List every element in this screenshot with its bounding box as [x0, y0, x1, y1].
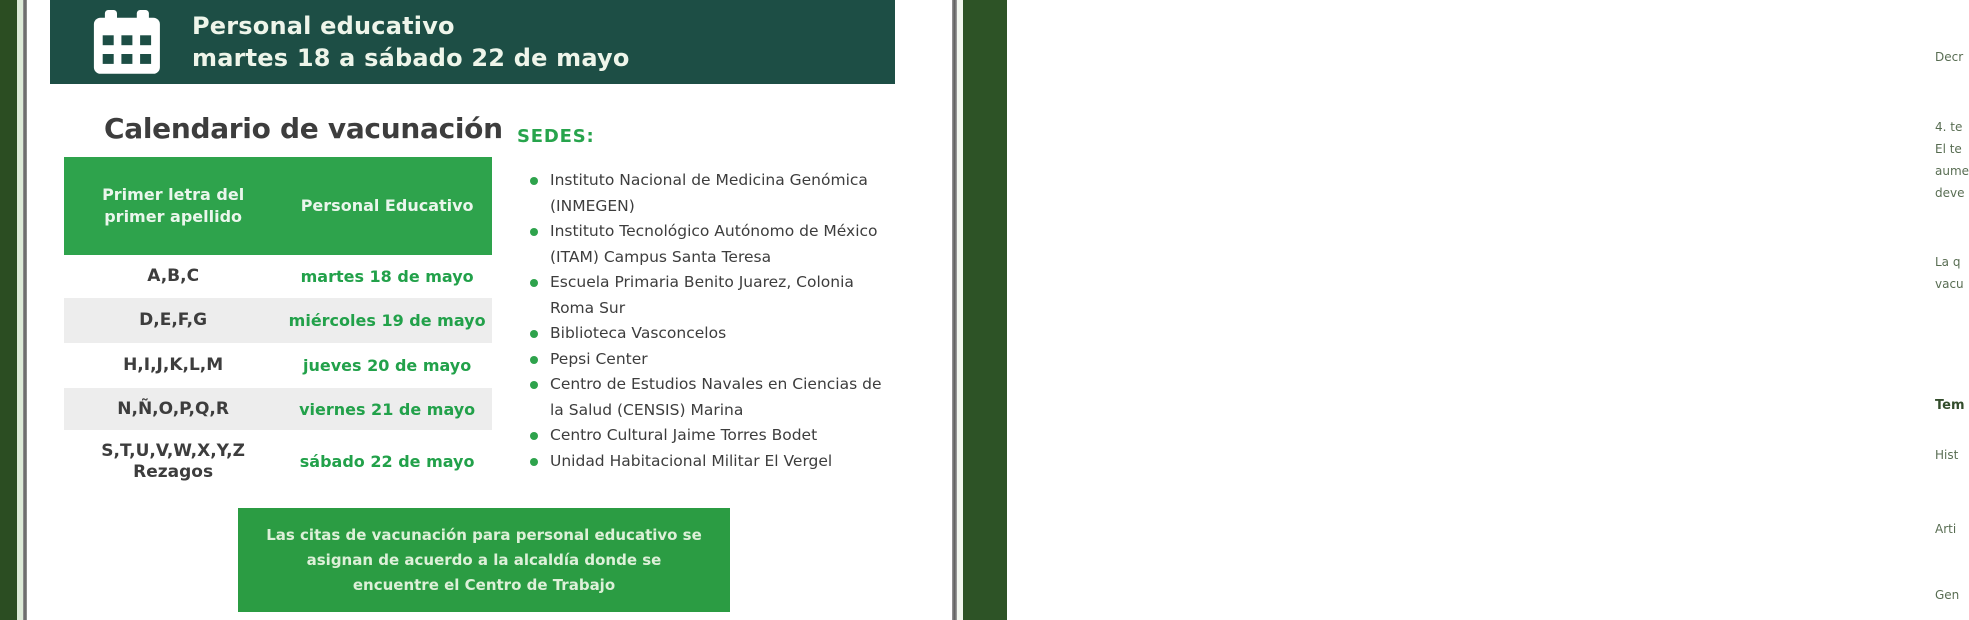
page-divider-left [23, 0, 27, 620]
date-cell: jueves 20 de mayo [303, 356, 472, 375]
sede-name: Escuela Primaria Benito Juarez, Colonia Roma Sur [550, 273, 854, 317]
side-text-fragment: Decr [1935, 50, 1964, 64]
list-item [530, 321, 882, 347]
sedes-list [530, 168, 882, 474]
banner-title-line1: Personal educativo [192, 12, 455, 40]
column-header-letters [64, 184, 282, 228]
table-row [64, 388, 492, 430]
list-item [530, 270, 882, 321]
side-text-fragment: deve [1935, 186, 1965, 200]
banner-title-line2: martes 18 a sábado 22 de mayo [192, 44, 630, 72]
list-item [530, 347, 882, 373]
date-cell: viernes 21 de mayo [299, 399, 476, 419]
list-item [530, 168, 882, 219]
table-row [64, 298, 492, 343]
bullet-icon [530, 381, 538, 389]
notice-text: Las citas de vacunación para personal educativo se asignan de acuerdo a la alcaldía donde se encuentre el Centro de Trabajo [266, 525, 702, 594]
sede-name: Unidad Habitacional Militar El Vergel [550, 451, 833, 470]
side-text-fragment: 4. te [1935, 120, 1963, 134]
letters-line2: Rezagos [133, 461, 214, 482]
side-text-fragment: vacu [1935, 277, 1964, 291]
bullet-icon [530, 356, 538, 364]
column-header-personal-label: Personal Educativo [300, 196, 474, 215]
letters-cell: A,B,C [147, 266, 200, 286]
notice-box [238, 508, 730, 612]
letters-line1: S,T,U,V,W,X,Y,Z [101, 440, 245, 461]
vaccination-schedule-table [64, 157, 492, 493]
sede-name: Biblioteca Vasconcelos [550, 324, 727, 342]
bullet-icon [530, 432, 538, 440]
side-text-fragment: El te [1935, 142, 1962, 156]
letters-cell [64, 441, 282, 483]
sede-name: Pepsi Center [550, 349, 648, 368]
right-page-edge [963, 0, 1969, 620]
column-header-letters-label: Primer letra del primer apellido [102, 185, 245, 226]
list-item [530, 423, 882, 449]
table-row [64, 430, 492, 493]
sede-name: Instituto Nacional de Medicina Genómica (INMEGEN) [550, 171, 868, 215]
side-text-fragment: Hist [1935, 448, 1959, 462]
calendar-icon [92, 10, 164, 76]
date-cell: sábado 22 de mayo [299, 452, 475, 471]
bullet-icon [530, 177, 538, 185]
left-page-edge [0, 0, 17, 620]
sede-name: Centro de Estudios Navales en Ciencias de la Salud (CENSIS) Marina [550, 375, 882, 419]
table-header-row [64, 157, 492, 255]
side-text-fragment: Arti [1935, 522, 1957, 536]
bullet-icon [530, 228, 538, 236]
table-row [64, 343, 492, 388]
date-cell: martes 18 de mayo [300, 267, 474, 286]
letters-cell: N,Ñ,O,P,Q,R [117, 398, 229, 419]
sedes-heading: SEDES: [517, 126, 595, 147]
side-text-fragment: Gen [1935, 588, 1960, 602]
sede-name: Instituto Tecnológico Autónomo de México (ITAM) Campus Santa Teresa [550, 222, 878, 266]
list-item [530, 219, 882, 270]
letters-cell: D,E,F,G [139, 310, 208, 330]
list-item [530, 449, 882, 475]
letters-cell: H,I,J,K,L,M [123, 355, 224, 375]
column-header-personal [282, 195, 492, 217]
side-text-fragment: Tem [1935, 398, 1965, 413]
side-text-fragment: aume [1935, 164, 1969, 178]
sede-name: Centro Cultural Jaime Torres Bodet [550, 426, 818, 444]
table-row [64, 255, 492, 298]
bullet-icon [530, 458, 538, 466]
list-item [530, 372, 882, 423]
side-text-fragment: La q [1935, 255, 1961, 269]
date-cell: miércoles 19 de mayo [288, 311, 486, 330]
page-title: Calendario de vacunación [104, 112, 503, 145]
bullet-icon [530, 330, 538, 338]
header-banner [50, 0, 895, 84]
banner-title [192, 10, 630, 74]
bullet-icon [530, 279, 538, 287]
